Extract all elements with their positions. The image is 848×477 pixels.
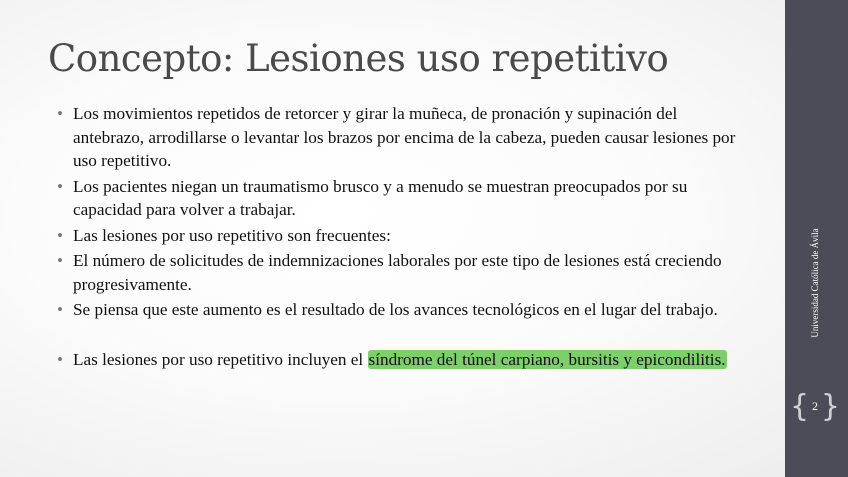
right-brace-icon: }: [820, 389, 840, 424]
bullet-item: [57, 102, 747, 173]
bullet-marker: •: [57, 349, 64, 369]
highlighted-text: síndrome del túnel carpiano, bursitis y epicondilitis.: [368, 349, 726, 369]
left-brace-icon: {: [790, 389, 810, 424]
bullet-text: El número de solicitudes de indemnizaciones laborales por este tipo de lesiones está creciendo progresivamente.: [73, 251, 722, 294]
bullet-marker: •: [57, 300, 64, 319]
slide-title: Concepto: Lesiones uso repetitivo: [48, 37, 669, 80]
bullet-item: [57, 298, 747, 322]
page-number-badge: [790, 391, 840, 425]
bullet-list: [57, 102, 747, 373]
bullet-item: [57, 175, 747, 222]
bullet-text: Se piensa que este aumento es el resultado de los avances tecnológicos en el lugar del trabajo.: [73, 300, 718, 319]
organization-label: Universidad Católica de Ávila: [810, 228, 820, 338]
bullet-text: Las lesiones por uso repetitivo incluyen el: [73, 349, 368, 369]
page-number: 2: [812, 399, 818, 413]
bullet-marker: •: [57, 251, 64, 270]
bullet-marker: •: [57, 225, 64, 245]
bullet-item: [57, 249, 747, 296]
bullet-marker: •: [57, 176, 64, 196]
bullet-text: Los movimientos repetidos de retorcer y girar la muñeca, de pronación y supinación del antebrazo, arrodillarse o levantar los brazos por encima de la cabeza, pueden causar lesiones por uso repetitivo.: [73, 104, 736, 170]
bullet-text: Los pacientes niegan un traumatismo brusco y a menudo se muestran preocupados por su capacidad para volver a trabajar.: [73, 176, 688, 219]
bullet-item-highlighted: [57, 348, 747, 372]
bullet-text: Las lesiones por uso repetitivo son frecuentes:: [73, 225, 391, 245]
bullet-marker: •: [57, 104, 64, 123]
bullet-item: [57, 224, 747, 248]
